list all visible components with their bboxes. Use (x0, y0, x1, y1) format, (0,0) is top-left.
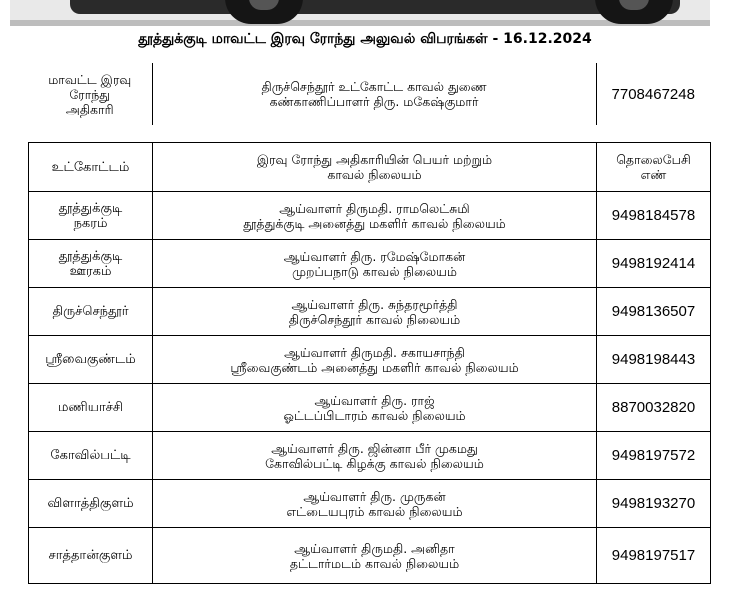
row-officer-station: ஆய்வாளர் திருமதி. சகாயசாந்தி ஸ்ரீவைகுண்டம் அனைத்து மகளிர் காவல் நிலையம் (153, 336, 597, 384)
vehicle-body-graphic (70, 0, 680, 14)
row-officer-station: ஆய்வாளர் திரு. ஜின்னா பீர் முகமது கோவில்பட்டி கிழக்கு காவல் நிலையம் (153, 432, 597, 480)
road-graphic (10, 20, 710, 26)
row-subdivision: ஸ்ரீவைகுண்டம் (29, 336, 153, 384)
row-phone: 9498192414 (597, 240, 711, 288)
row-subdivision: மணியாச்சி (29, 384, 153, 432)
district-officer-row (28, 63, 710, 125)
row-phone: 9498197572 (597, 432, 711, 480)
row-officer-station: ஆய்வாளர் திரு. ராஜ் ஓட்டப்பிடாரம் காவல் நிலையம் (153, 384, 597, 432)
row-officer-station: ஆய்வாளர் திரு. முருகன் எட்டையபுரம் காவல் நிலையம் (153, 480, 597, 528)
row-phone: 9498136507 (597, 288, 711, 336)
row-phone: 9498197517 (597, 528, 711, 584)
district-officer-label: மாவட்ட இரவு ரோந்து அதிகாரி (28, 63, 152, 125)
table-row (29, 288, 711, 336)
row-officer-station: ஆய்வாளர் திருமதி. ராமலெட்சுமி தூத்துக்குடி அனைத்து மகளிர் காவல் நிலையம் (153, 192, 597, 240)
row-officer-station: ஆய்வாளர் திரு. ரமேஷ்மோகன் முறப்பநாடு காவல் நிலையம் (153, 240, 597, 288)
row-phone: 9498193270 (597, 480, 711, 528)
row-officer-station: ஆய்வாளர் திருமதி. அனிதா தட்டார்மடம் காவல் நிலையம் (153, 528, 597, 584)
row-phone: 8870032820 (597, 384, 711, 432)
row-subdivision: சாத்தான்குளம் (29, 528, 153, 584)
table-row (29, 336, 711, 384)
table-row (29, 480, 711, 528)
night-patrol-table (28, 142, 711, 584)
header-subdivision: உட்கோட்டம் (29, 143, 153, 192)
district-officer-phone: 7708467248 (596, 63, 710, 125)
district-officer-name: திருச்செந்தூர் உட்கோட்ட காவல் துணை கண்காணிப்பாளர் திரு. மகேஷ்குமார் (152, 63, 596, 125)
row-phone: 9498184578 (597, 192, 711, 240)
table-row (29, 528, 711, 584)
row-subdivision: திருச்செந்தூர் (29, 288, 153, 336)
row-subdivision: தூத்துக்குடி நகரம் (29, 192, 153, 240)
table-row (29, 192, 711, 240)
row-subdivision: கோவில்பட்டி (29, 432, 153, 480)
table-row (29, 384, 711, 432)
table-row (29, 432, 711, 480)
table-header-row (29, 143, 711, 192)
row-subdivision: தூத்துக்குடி ஊரகம் (29, 240, 153, 288)
header-phone: தொலைபேசி எண் (597, 143, 711, 192)
district-officer-table (28, 63, 710, 125)
page-title: தூத்துக்குடி மாவட்ட இரவு ரோந்து அலுவல் விபரங்கள் - 16.12.2024 (138, 31, 592, 47)
row-officer-station: ஆய்வாளர் திரு. சுந்தரமூர்த்தி திருச்செந்தூர் காவல் நிலையம் (153, 288, 597, 336)
header-officer-station: இரவு ரோந்து அதிகாரியின் பெயர் மற்றும் காவல் நிலையம் (153, 143, 597, 192)
table-row (29, 240, 711, 288)
row-phone: 9498198443 (597, 336, 711, 384)
row-subdivision: விளாத்திகுளம் (29, 480, 153, 528)
vehicle-banner-image (10, 0, 710, 26)
